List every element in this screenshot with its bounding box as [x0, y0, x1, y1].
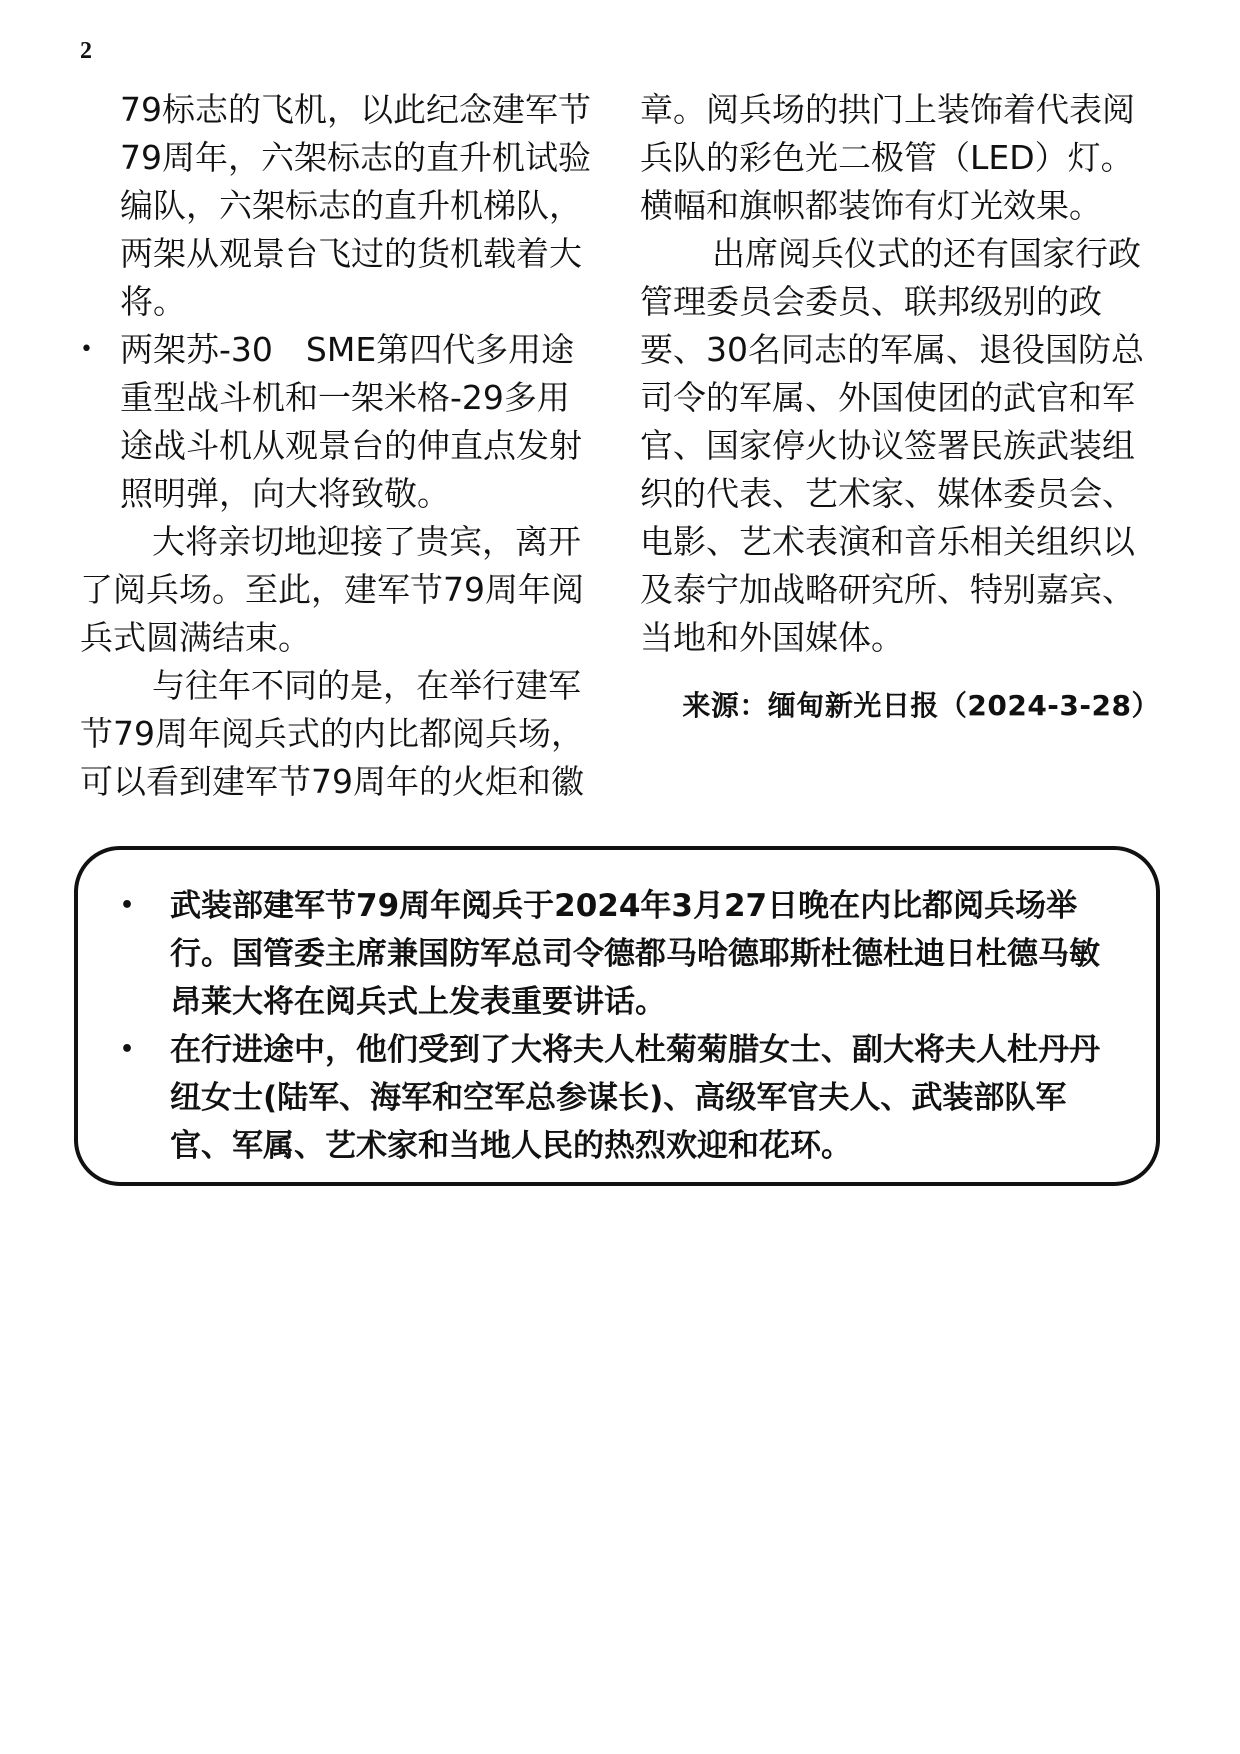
- left-column: [80, 86, 600, 806]
- left-bullet-item: • 两架苏-30 SME第四代多用途重型战斗机和一架米格-29多用途战斗机从观景台的伸直点发射照明弹，向大将致敬。: [80, 326, 600, 518]
- left-paragraph-2: 与往年不同的是，在举行建军节79周年阅兵式的内比都阅兵场，可以看到建军节79周年的火炬和徽: [80, 666, 584, 801]
- summary-box: [74, 846, 1160, 1186]
- summary-bullet-2: • 在行进途中，他们受到了大将夫人杜菊菊腊女士、副大将夫人杜丹丹纽女士(陆军、海军和空军总参谋长)、高级军官夫人、武装部队军官、军属、艺术家和当地人民的热烈欢迎和花环。: [120, 1026, 1126, 1170]
- source-credit: 来源：缅甸新光日报（2024-3-28）: [682, 689, 1160, 722]
- left-paragraph-1: 大将亲切地迎接了贵宾，离开了阅兵场。至此，建军节79周年阅兵式圆满结束。: [80, 522, 584, 657]
- right-continuation-text: 章。阅兵场的拱门上装饰着代表阅兵队的彩色光二极管（LED）灯。横幅和旗帜都装饰有灯光效果。: [640, 90, 1135, 225]
- right-paragraph: 出席阅兵仪式的还有国家行政管理委员会委员、联邦级别的政要、30名同志的军属、退役国防总司令的军属、外国使团的武官和军官、国家停火协议签署民族武装组织的代表、艺术家、媒体委员会、电影、艺术表演和音乐相关组织以及泰宁加战略研究所、特别嘉宾、当地和外国媒体。: [640, 234, 1144, 657]
- summary-bullet-1: • 武装部建军节79周年阅兵于2024年3月27日晚在内比都阅兵场举行。国管委主席兼国防军总司令德都马哈德耶斯杜德杜迪日杜德马敏昂莱大将在阅兵式上发表重要讲话。: [120, 882, 1126, 1026]
- left-continuation-text: 79标志的飞机，以此纪念建军节79周年，六架标志的直升机试验编队，六架标志的直升机梯队，两架从观景台飞过的货机载着大将。: [120, 90, 591, 321]
- right-column: [640, 86, 1160, 730]
- page-number: 2: [80, 38, 92, 64]
